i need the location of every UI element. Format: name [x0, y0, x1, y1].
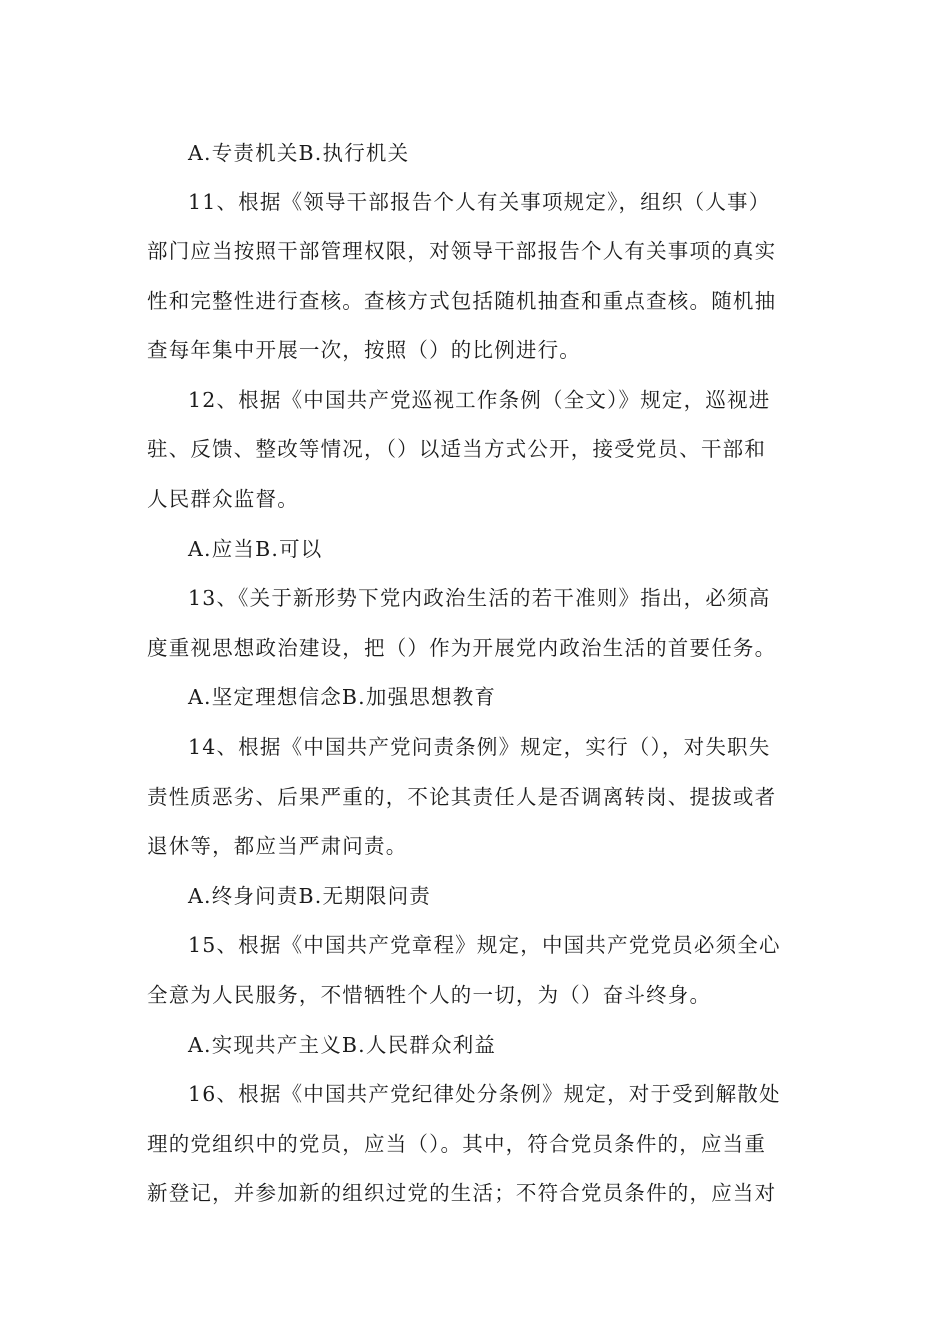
question-16-line-3: 新登记，并参加新的组织过党的生活；不符合党员条件的，应当对 — [147, 1181, 777, 1205]
question-14-line-3: 退休等，都应当严肃问责。 — [147, 834, 408, 858]
question-14-line-1: 14、根据《中国共产党问责条例》规定，实行（），对失职失 — [188, 735, 771, 759]
answer-options-13: A.坚定理想信念B.加强思想教育 — [188, 685, 497, 709]
question-11-line-1: 11、根据《领导干部报告个人有关事项规定》，组织（人事） — [188, 190, 771, 214]
answer-options-14: A.终身问责B.无期限问责 — [188, 884, 432, 908]
answer-options-15: A.实现共产主义B.人民群众利益 — [188, 1033, 497, 1057]
question-14-line-2: 责性质恶劣、后果严重的，不论其责任人是否调离转岗、提拔或者 — [147, 785, 777, 809]
question-15-line-2: 全意为人民服务，不惜牺牲个人的一切，为（）奋斗终身。 — [147, 983, 712, 1007]
question-16-line-2: 理的党组织中的党员，应当（）。其中，符合党员条件的，应当重 — [147, 1132, 767, 1156]
answer-options-12: A.应当B.可以 — [188, 537, 323, 561]
question-11-line-2: 部门应当按照干部管理权限，对领导干部报告个人有关事项的真实 — [147, 239, 777, 263]
question-15-line-1: 15、根据《中国共产党章程》规定，中国共产党党员必须全心 — [188, 933, 781, 957]
question-13-line-1: 13、《关于新形势下党内政治生活的若干准则》指出，必须高 — [188, 586, 771, 610]
question-12-line-2: 驻、反馈、整改等情况，（）以适当方式公开，接受党员、干部和 — [147, 437, 767, 461]
question-11-line-4: 查每年集中开展一次，按照（）的比例进行。 — [147, 338, 581, 362]
question-13-line-2: 度重视思想政治建设，把（）作为开展党内政治生活的首要任务。 — [147, 636, 777, 660]
question-12-line-3: 人民群众监督。 — [147, 487, 299, 511]
answer-options-10: A.专责机关B.执行机关 — [188, 141, 410, 165]
question-16-line-1: 16、根据《中国共产党纪律处分条例》规定，对于受到解散处 — [188, 1082, 781, 1106]
question-11-line-3: 性和完整性进行查核。查核方式包括随机抽查和重点查核。随机抽 — [147, 289, 777, 313]
question-12-line-1: 12、根据《中国共产党巡视工作条例（全文）》规定，巡视进 — [188, 388, 771, 412]
